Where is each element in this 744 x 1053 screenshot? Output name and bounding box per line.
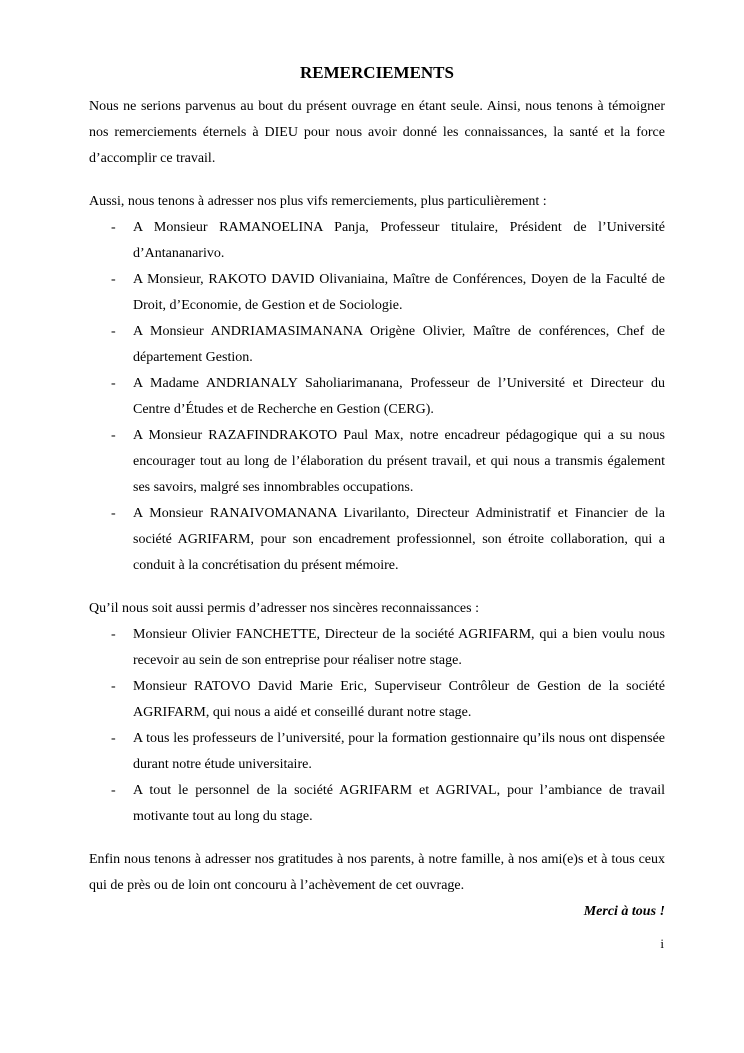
conclusion-paragraph: Enfin nous tenons à adresser nos gratitudes à nos parents, à notre famille, à nos ami(e)s et à tous ceux qui de près ou de loin ont concouru à l’achèvement de cet ouvrage. [89,852,665,893]
list-item [89,622,665,674]
list-item [89,726,665,778]
section2-lead: Qu’il nous soit aussi permis d’adresser nos sincères reconnaissances : [89,601,479,616]
closing-signoff: Merci à tous ! [583,904,665,919]
page-number: i [660,936,664,951]
list-item-text: A Monsieur RANAIVOMANANA Livarilanto, Directeur Administratif et Financier de la société AGRIFARM, pour son encadrement professionnel, son étroite collaboration, qui a conduit à la concrétisation du présent mémoire. [133,506,665,573]
bullet-dash: - [111,627,116,642]
list-item [89,501,665,579]
paragraph-gap [89,579,665,596]
section1-lead: Aussi, nous tenons à adresser nos plus vifs remerciements, plus particulièrement : [89,194,547,209]
list-item [89,371,665,423]
bullet-dash: - [111,376,116,391]
bullet-dash: - [111,272,116,287]
list-item-text: A Monsieur RAMANOELINA Panja, Professeur titulaire, Président de l’Université d’Antananarivo. [133,220,665,261]
bullet-dash: - [111,506,116,521]
list-item-text: Monsieur RATOVO David Marie Eric, Superviseur Contrôleur de Gestion de la société AGRIFARM, qui nous a aidé et conseillé durant notre stage. [133,679,665,720]
paragraph-gap [89,172,665,189]
bullet-dash: - [111,428,116,443]
list-item [89,778,665,830]
page-title: REMERCIEMENTS [300,63,454,82]
paragraph-gap [89,830,665,847]
list-item [89,267,665,319]
bullet-dash: - [111,220,116,235]
list-item [89,674,665,726]
list-item-text: Monsieur Olivier FANCHETTE, Directeur de la société AGRIFARM, qui a bien voulu nous recevoir au sein de son entreprise pour réaliser notre stage. [133,627,665,668]
section1-list [89,215,665,579]
section2-list [89,622,665,830]
bullet-dash: - [111,783,116,798]
list-item-text: A Monsieur, RAKOTO DAVID Olivaniaina, Maître de Conférences, Doyen de la Faculté de Droit, d’Economie, de Gestion et de Sociologie. [133,272,665,313]
list-item-text: A Monsieur RAZAFINDRAKOTO Paul Max, notre encadreur pédagogique qui a su nous encourager tout au long de l’élaboration du présent travail, et qui nous a transmis également ses savoirs, malgré ses innombrables occupations. [133,428,665,495]
list-item [89,215,665,267]
list-item-text: A tout le personnel de la société AGRIFARM et AGRIVAL, pour l’ambiance de travail motivante tout au long du stage. [133,783,665,824]
list-item [89,319,665,371]
bullet-dash: - [111,731,116,746]
intro-paragraph: Nous ne serions parvenus au bout du présent ouvrage en étant seule. Ainsi, nous tenons à témoigner nos remerciements éternels à DIEU pour nous avoir donné les connaissances, la santé et la force d’accomplir ce travail. [89,99,665,166]
bullet-dash: - [111,679,116,694]
list-item-text: A tous les professeurs de l’université, pour la formation gestionnaire qu’ils nous ont dispensée durant notre étude universitaire. [133,731,665,772]
bullet-dash: - [111,324,116,339]
list-item-text: A Monsieur ANDRIAMASIMANANA Origène Olivier, Maître de conférences, Chef de département Gestion. [133,324,665,365]
list-item [89,423,665,501]
list-item-text: A Madame ANDRIANALY Saholiarimanana, Professeur de l’Université et Directeur du Centre d’Études et de Recherche en Gestion (CERG). [133,376,665,417]
